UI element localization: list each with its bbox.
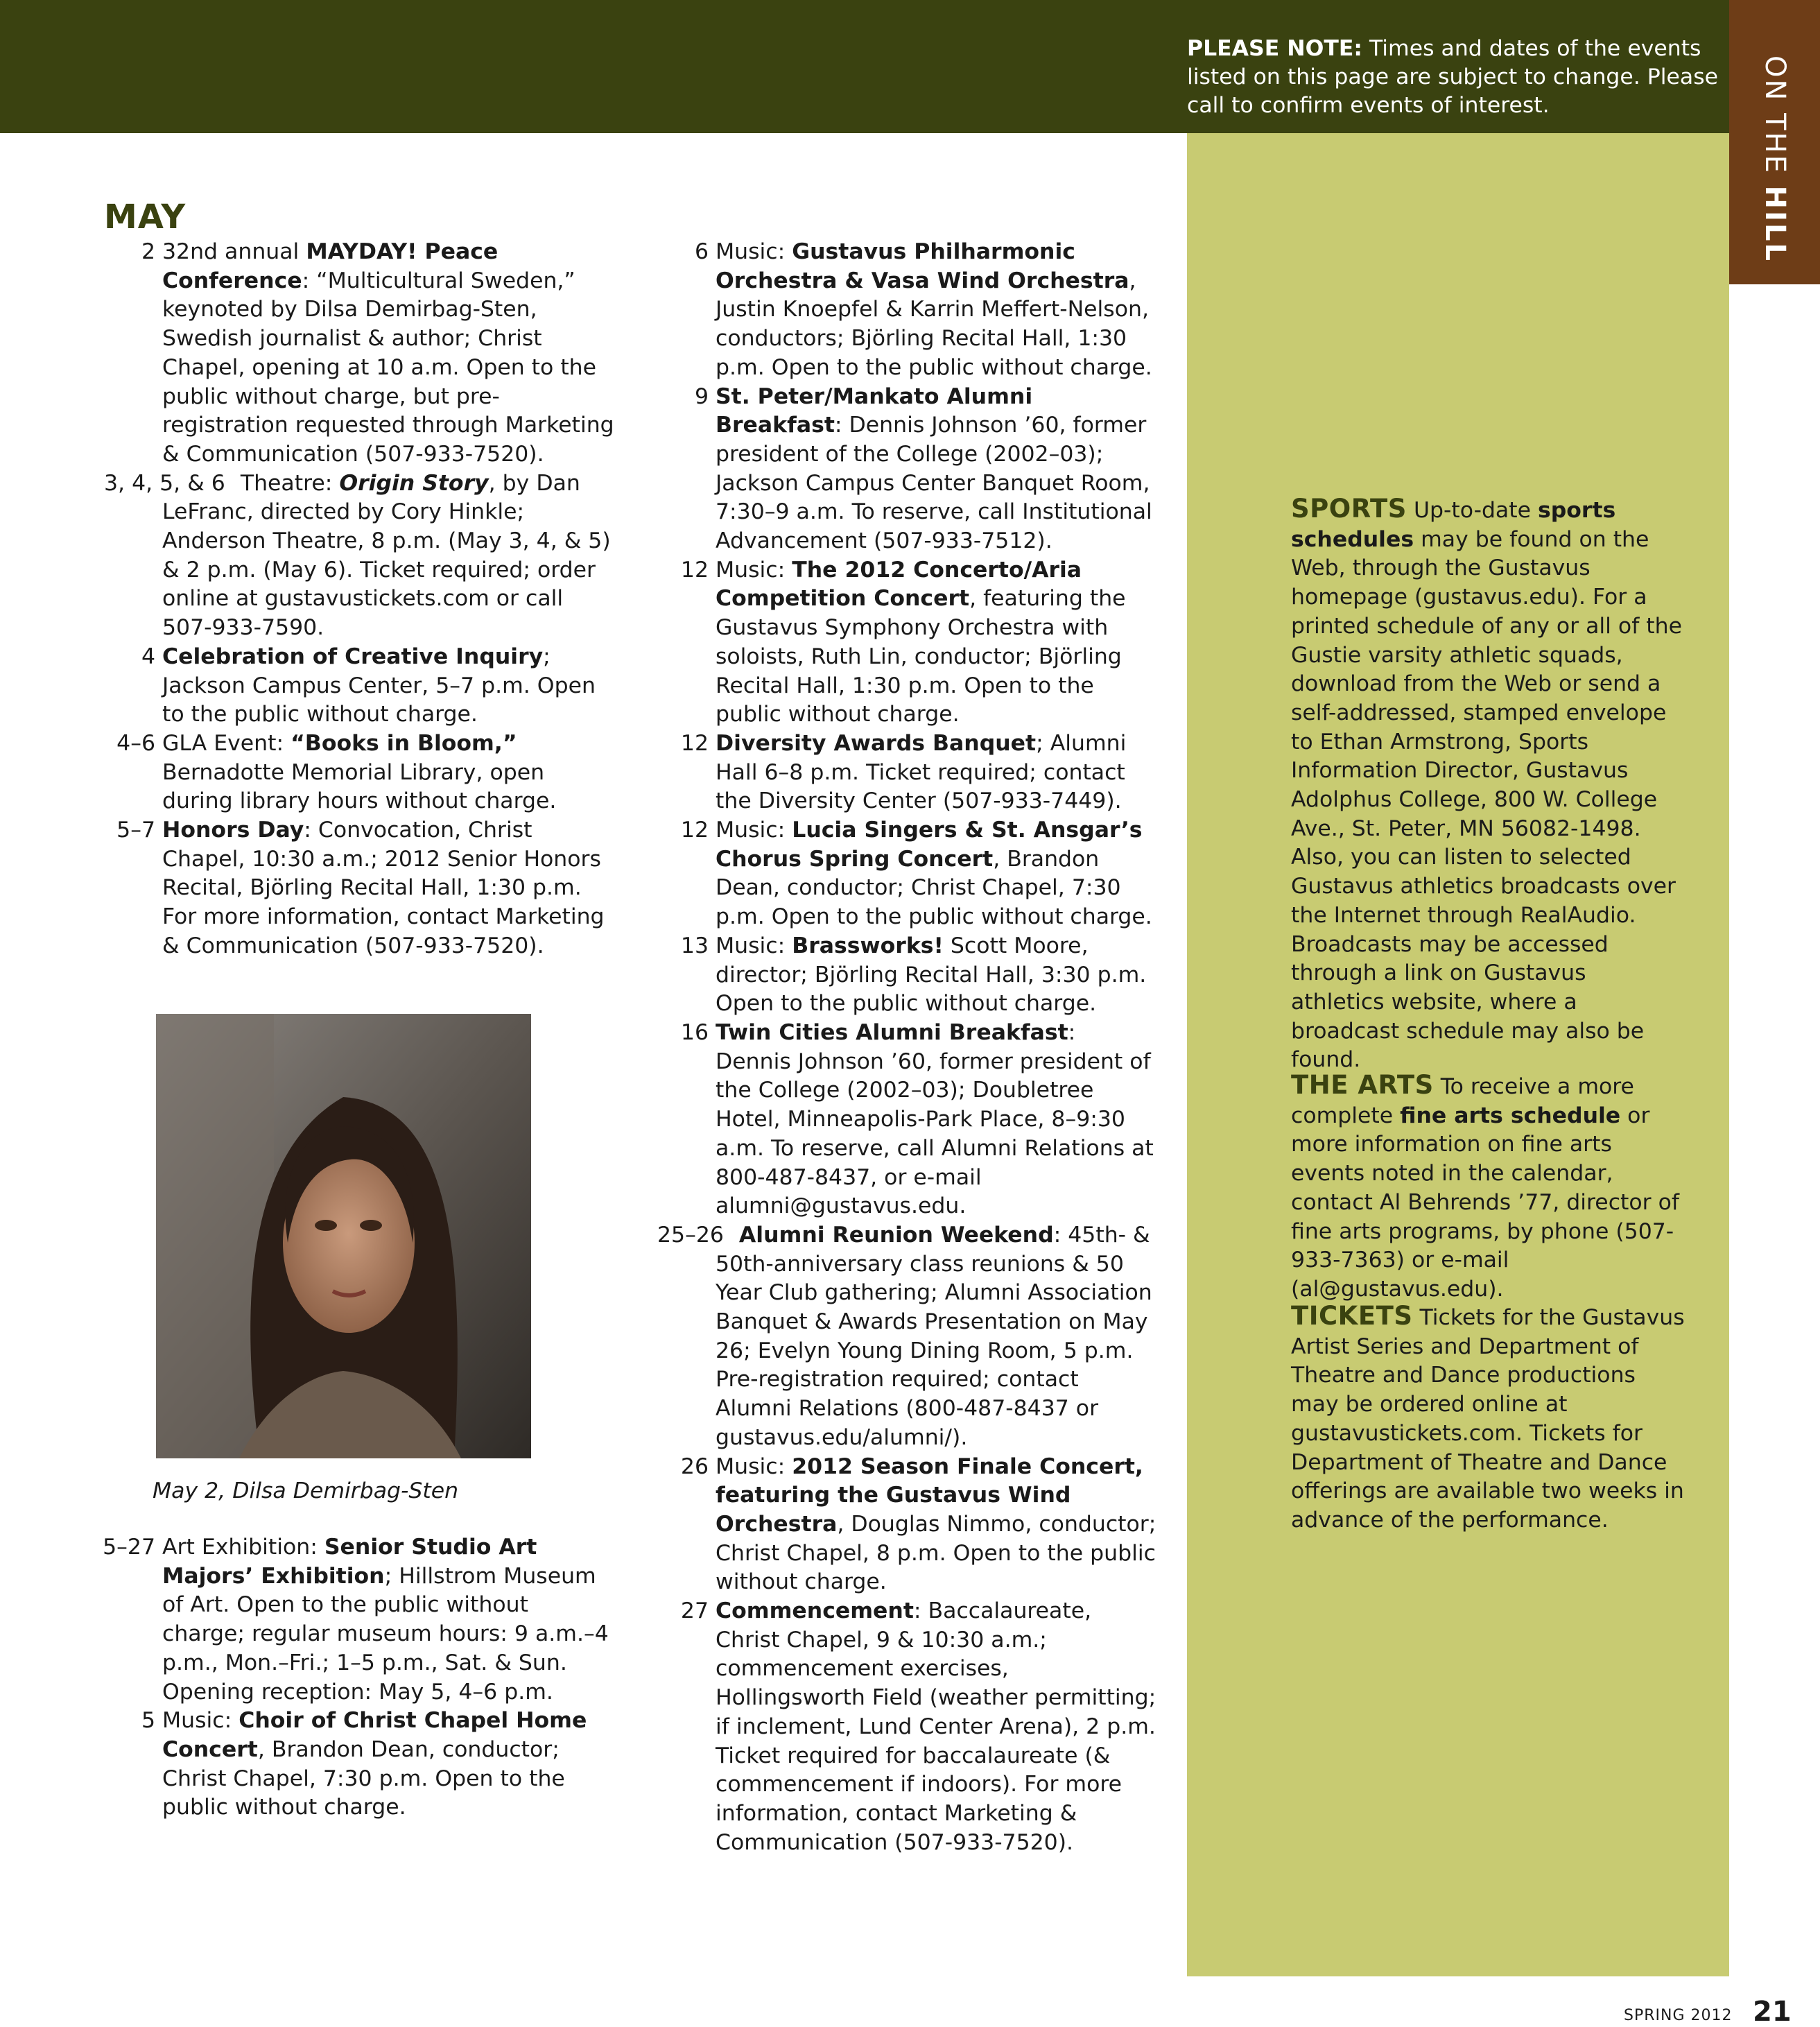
- event-text: [657, 1221, 1156, 1453]
- event-title: St. Peter/Mankato Alumni Breakfast: [716, 383, 1033, 438]
- event-date: 5–27: [103, 1535, 155, 1560]
- event-title: The 2012 Concerto/Aria Competition Concert: [716, 557, 1082, 612]
- event-text: [104, 238, 617, 469]
- event-details: : “Multicultural Sweden,” keynoted by Dilsa Demirbag-Sten, Swedish journalist & author; Christ Chapel, opening at 10 a.m. Open to the public without charge, but pre-registration requested through Marketing & Communication (507-933-7520).: [162, 268, 614, 467]
- event-date: 4–6: [116, 730, 155, 756]
- event-date: 16: [680, 1019, 709, 1045]
- event-title: Origin Story: [339, 470, 489, 496]
- event-prefix: Music:: [716, 239, 792, 264]
- event-details: ; Jackson Campus Center, 5–7 p.m. Open to the public without charge.: [162, 644, 596, 727]
- event-date: 12: [680, 557, 709, 583]
- sports-section: [1291, 494, 1686, 1075]
- tickets-pre: Tickets for the Gustavus Artist Series and Department of Theatre and Dance productions may be ordered online at gustavustickets.com. Tickets for Department of Theatre and Dance offerings are available two weeks in advance of the performance.: [1291, 1305, 1685, 1533]
- event-date: 27: [680, 1598, 709, 1624]
- arts-heading: THE ARTS: [1291, 1070, 1434, 1100]
- event-text: [104, 643, 617, 730]
- event-text: [657, 238, 1156, 383]
- event-title: Brassworks!: [792, 933, 944, 958]
- sports-pre: Up-to-date: [1406, 498, 1538, 523]
- event-item: [657, 730, 1156, 816]
- event-text: [657, 1597, 1156, 1857]
- event-item: [657, 1221, 1156, 1453]
- note-label: PLEASE NOTE:: [1187, 36, 1362, 61]
- event-title: “Books in Bloom,”: [291, 730, 517, 756]
- event-details: : 45th- & 50th-anniversary class reunions & 50 Year Club gathering; Alumni Association Banquet & Awards Presentation on May 26; Evelyn Young Dining Room, 5 p.m. Pre-registration required; contact Alumni Relations (800-487-8437 or gustavus.edu/alumni/).: [716, 1222, 1152, 1450]
- event-date: 6: [694, 239, 709, 264]
- arts-bold: fine arts schedule: [1400, 1103, 1621, 1128]
- event-title: Twin Cities Alumni Breakfast: [716, 1019, 1068, 1045]
- tickets-heading: TICKETS: [1291, 1301, 1413, 1331]
- event-title: Gustavus Philharmonic Orchestra & Vasa Wind Orchestra: [716, 239, 1129, 293]
- event-text: [657, 383, 1156, 556]
- event-text: [657, 1019, 1156, 1221]
- event-details: Scott Moore, director; Björling Recital Hall, 3:30 p.m. Open to the public without charge.: [716, 933, 1147, 1017]
- arts-post: or more information on fine arts events noted in the calendar, contact Al Behrends ’77, director of fine arts programs, by phone (507-933-7363) or e-mail (al@gustavus.edu).: [1291, 1103, 1679, 1302]
- event-title: Celebration of Creative Inquiry: [162, 644, 544, 669]
- event-title: MAYDAY! Peace Conference: [162, 239, 499, 293]
- event-item: [657, 556, 1156, 730]
- event-date: 12: [680, 818, 709, 843]
- event-date: 12: [680, 730, 709, 756]
- event-details: ; Hillstrom Museum of Art. Open to the public without charge; regular museum hours: 9 a.m.–4 p.m., Mon.–Fri.; 1–5 p.m., Sat. & Sun. Opening reception: May 5, 4–6 p.m.: [162, 1563, 609, 1705]
- event-title: Commencement: [716, 1598, 914, 1624]
- portrait-image: [156, 1014, 531, 1458]
- event-text: [104, 1707, 617, 1822]
- event-details: , Brandon Dean, conductor; Christ Chapel, 7:30 p.m. Open to the public without charge.: [716, 846, 1152, 930]
- event-title: Honors Day: [162, 818, 304, 843]
- event-item: [657, 1597, 1156, 1857]
- event-details: : Dennis Johnson ’60, former president of the College (2002–03); Doubletree Hotel, Minneapolis-Park Place, 8–9:30 a.m. To reserve, call Alumni Relations at 800-487-8437, or e-mail alumni@gustavus.edu.: [716, 1019, 1154, 1219]
- speaker-photo: [156, 1014, 531, 1458]
- event-item: [657, 1019, 1156, 1221]
- event-item: [104, 1533, 617, 1707]
- event-date: 3, 4, 5, & 6: [104, 470, 225, 496]
- event-date: 26: [680, 1454, 709, 1479]
- arts-section: [1291, 1071, 1686, 1304]
- event-details: : Dennis Johnson ’60, former president of the College (2002–03); Jackson Campus Center Banquet Room, 7:30–9 a.m. To reserve, call Institutional Advancement (507-933-7512).: [716, 413, 1152, 554]
- section-tab-label: [1733, 55, 1817, 264]
- event-date: 9: [694, 383, 709, 409]
- events-column-2: [657, 238, 1156, 1857]
- event-title: 2012 Season Finale Concert, featuring the Gustavus Wind Orchestra: [716, 1454, 1143, 1537]
- event-date: 2: [141, 239, 155, 264]
- event-details: ; Alumni Hall 6–8 p.m. Ticket required; contact the Diversity Center (507-933-7449).: [716, 730, 1127, 814]
- event-details: , featuring the Gustavus Symphony Orchestra with soloists, Ruth Lin, conductor; Björling Recital Hall, 1:30 p.m. Open to the public without charge.: [716, 586, 1126, 727]
- sports-bold: sports schedules: [1291, 498, 1616, 552]
- event-details: , Douglas Nimmo, conductor; Christ Chapel, 8 p.m. Open to the public without charge.: [716, 1511, 1156, 1595]
- event-item: [104, 238, 617, 469]
- event-item: [657, 238, 1156, 383]
- event-details: Bernadotte Memorial Library, open during library hours without charge.: [162, 759, 557, 814]
- event-details: , Justin Knoepfel & Karrin Meffert-Nelson, conductors; Björling Recital Hall, 1:30 p.m. Open to the public without charge.: [716, 268, 1152, 380]
- event-text: [104, 730, 617, 816]
- month-heading: MAY: [104, 198, 187, 236]
- event-text: [104, 1533, 617, 1707]
- event-title: Senior Studio Art Majors’ Exhibition: [162, 1535, 537, 1589]
- event-date: 13: [680, 933, 709, 958]
- tab-strong: HILL: [1759, 185, 1791, 263]
- please-note: [1187, 35, 1728, 120]
- event-prefix: Music:: [716, 557, 792, 583]
- event-item: [657, 1453, 1156, 1598]
- event-text: [657, 730, 1156, 816]
- event-item: [657, 383, 1156, 556]
- event-item: [104, 643, 617, 730]
- events-column-1: [104, 238, 617, 961]
- event-date: 5–7: [116, 818, 155, 843]
- page-number: 21: [1753, 1996, 1792, 2027]
- event-prefix: 32nd annual: [162, 239, 306, 264]
- event-details: , Brandon Dean, conductor; Christ Chapel, 7:30 p.m. Open to the public without charge.: [162, 1736, 565, 1820]
- tab-prefix: ON THE: [1759, 55, 1791, 186]
- event-item: [657, 932, 1156, 1019]
- event-title: Choir of Christ Chapel Home Concert: [162, 1708, 587, 1762]
- event-prefix: Music:: [716, 933, 792, 958]
- event-item: [104, 816, 617, 961]
- event-date: 5: [141, 1708, 155, 1734]
- event-text: [104, 816, 617, 961]
- event-prefix: GLA Event:: [162, 730, 291, 756]
- event-text: [657, 932, 1156, 1019]
- note-text: Times and dates of the events listed on this page are subject to change. Please call to confirm events of interest.: [1187, 36, 1719, 118]
- event-prefix: Music:: [716, 818, 792, 843]
- tickets-section: [1291, 1302, 1686, 1535]
- event-prefix: Music:: [716, 1454, 792, 1479]
- event-title: Alumni Reunion Weekend: [738, 1222, 1054, 1248]
- event-details: , by Dan LeFranc, directed by Cory Hinkle; Anderson Theatre, 8 p.m. (May 3, 4, & 5) & 2 p.m. (May 6). Ticket required; order online at gustavustickets.com or call 507-933-7590.: [162, 470, 611, 641]
- event-text: [104, 469, 617, 643]
- event-title: Diversity Awards Banquet: [716, 730, 1037, 756]
- event-item: [657, 816, 1156, 932]
- event-item: [104, 730, 617, 816]
- event-date: 4: [141, 644, 155, 669]
- event-text: [657, 816, 1156, 932]
- photo-caption: May 2, Dilsa Demirbag-Sten: [153, 1478, 459, 1503]
- event-title: Lucia Singers & St. Ansgar’s Chorus Spring Concert: [716, 818, 1143, 872]
- arts-pre: To receive a more complete: [1291, 1074, 1634, 1128]
- event-details: : Baccalaureate, Christ Chapel, 9 & 10:30 a.m.; commencement exercises, Hollingsworth Field (weather permitting; if inclement, Lund Center Arena), 2 p.m. Ticket required for baccalaureate (& commencement if indoors). For more information, contact Marketing & Communication (507-933-7520).: [716, 1598, 1156, 1855]
- event-prefix: Art Exhibition:: [162, 1535, 324, 1560]
- event-text: [657, 556, 1156, 730]
- sports-heading: SPORTS: [1291, 494, 1407, 524]
- event-date: 25–26: [657, 1222, 724, 1248]
- event-prefix: Music:: [162, 1708, 239, 1734]
- event-item: [104, 469, 617, 643]
- footer-issue: SPRING 2012: [1624, 2007, 1733, 2024]
- event-details: : Convocation, Christ Chapel, 10:30 a.m.; 2012 Senior Honors Recital, Björling Recital Hall, 1:30 p.m. For more information, contact Marketing & Communication (507-933-7520).: [162, 818, 605, 958]
- events-column-3: [104, 1533, 617, 1822]
- event-text: [657, 1453, 1156, 1598]
- sports-post: may be found on the Web, through the Gustavus homepage (gustavus.edu). For a printed schedule of any or all of the Gustie varsity athletic squads, download from the Web or send a self-addressed, stamped envelope to Ethan Armstrong, Sports Information Director, Gustavus Adolphus College, 800 W. College Ave., St. Peter, MN 56082-1498. Also, you can listen to selected Gustavus athletics broadcasts over the Internet through RealAudio. Broadcasts may be accessed through a link on Gustavus athletics website, where a broadcast schedule may also be found.: [1291, 526, 1683, 1073]
- event-item: [104, 1707, 617, 1822]
- event-prefix: Theatre:: [240, 470, 340, 496]
